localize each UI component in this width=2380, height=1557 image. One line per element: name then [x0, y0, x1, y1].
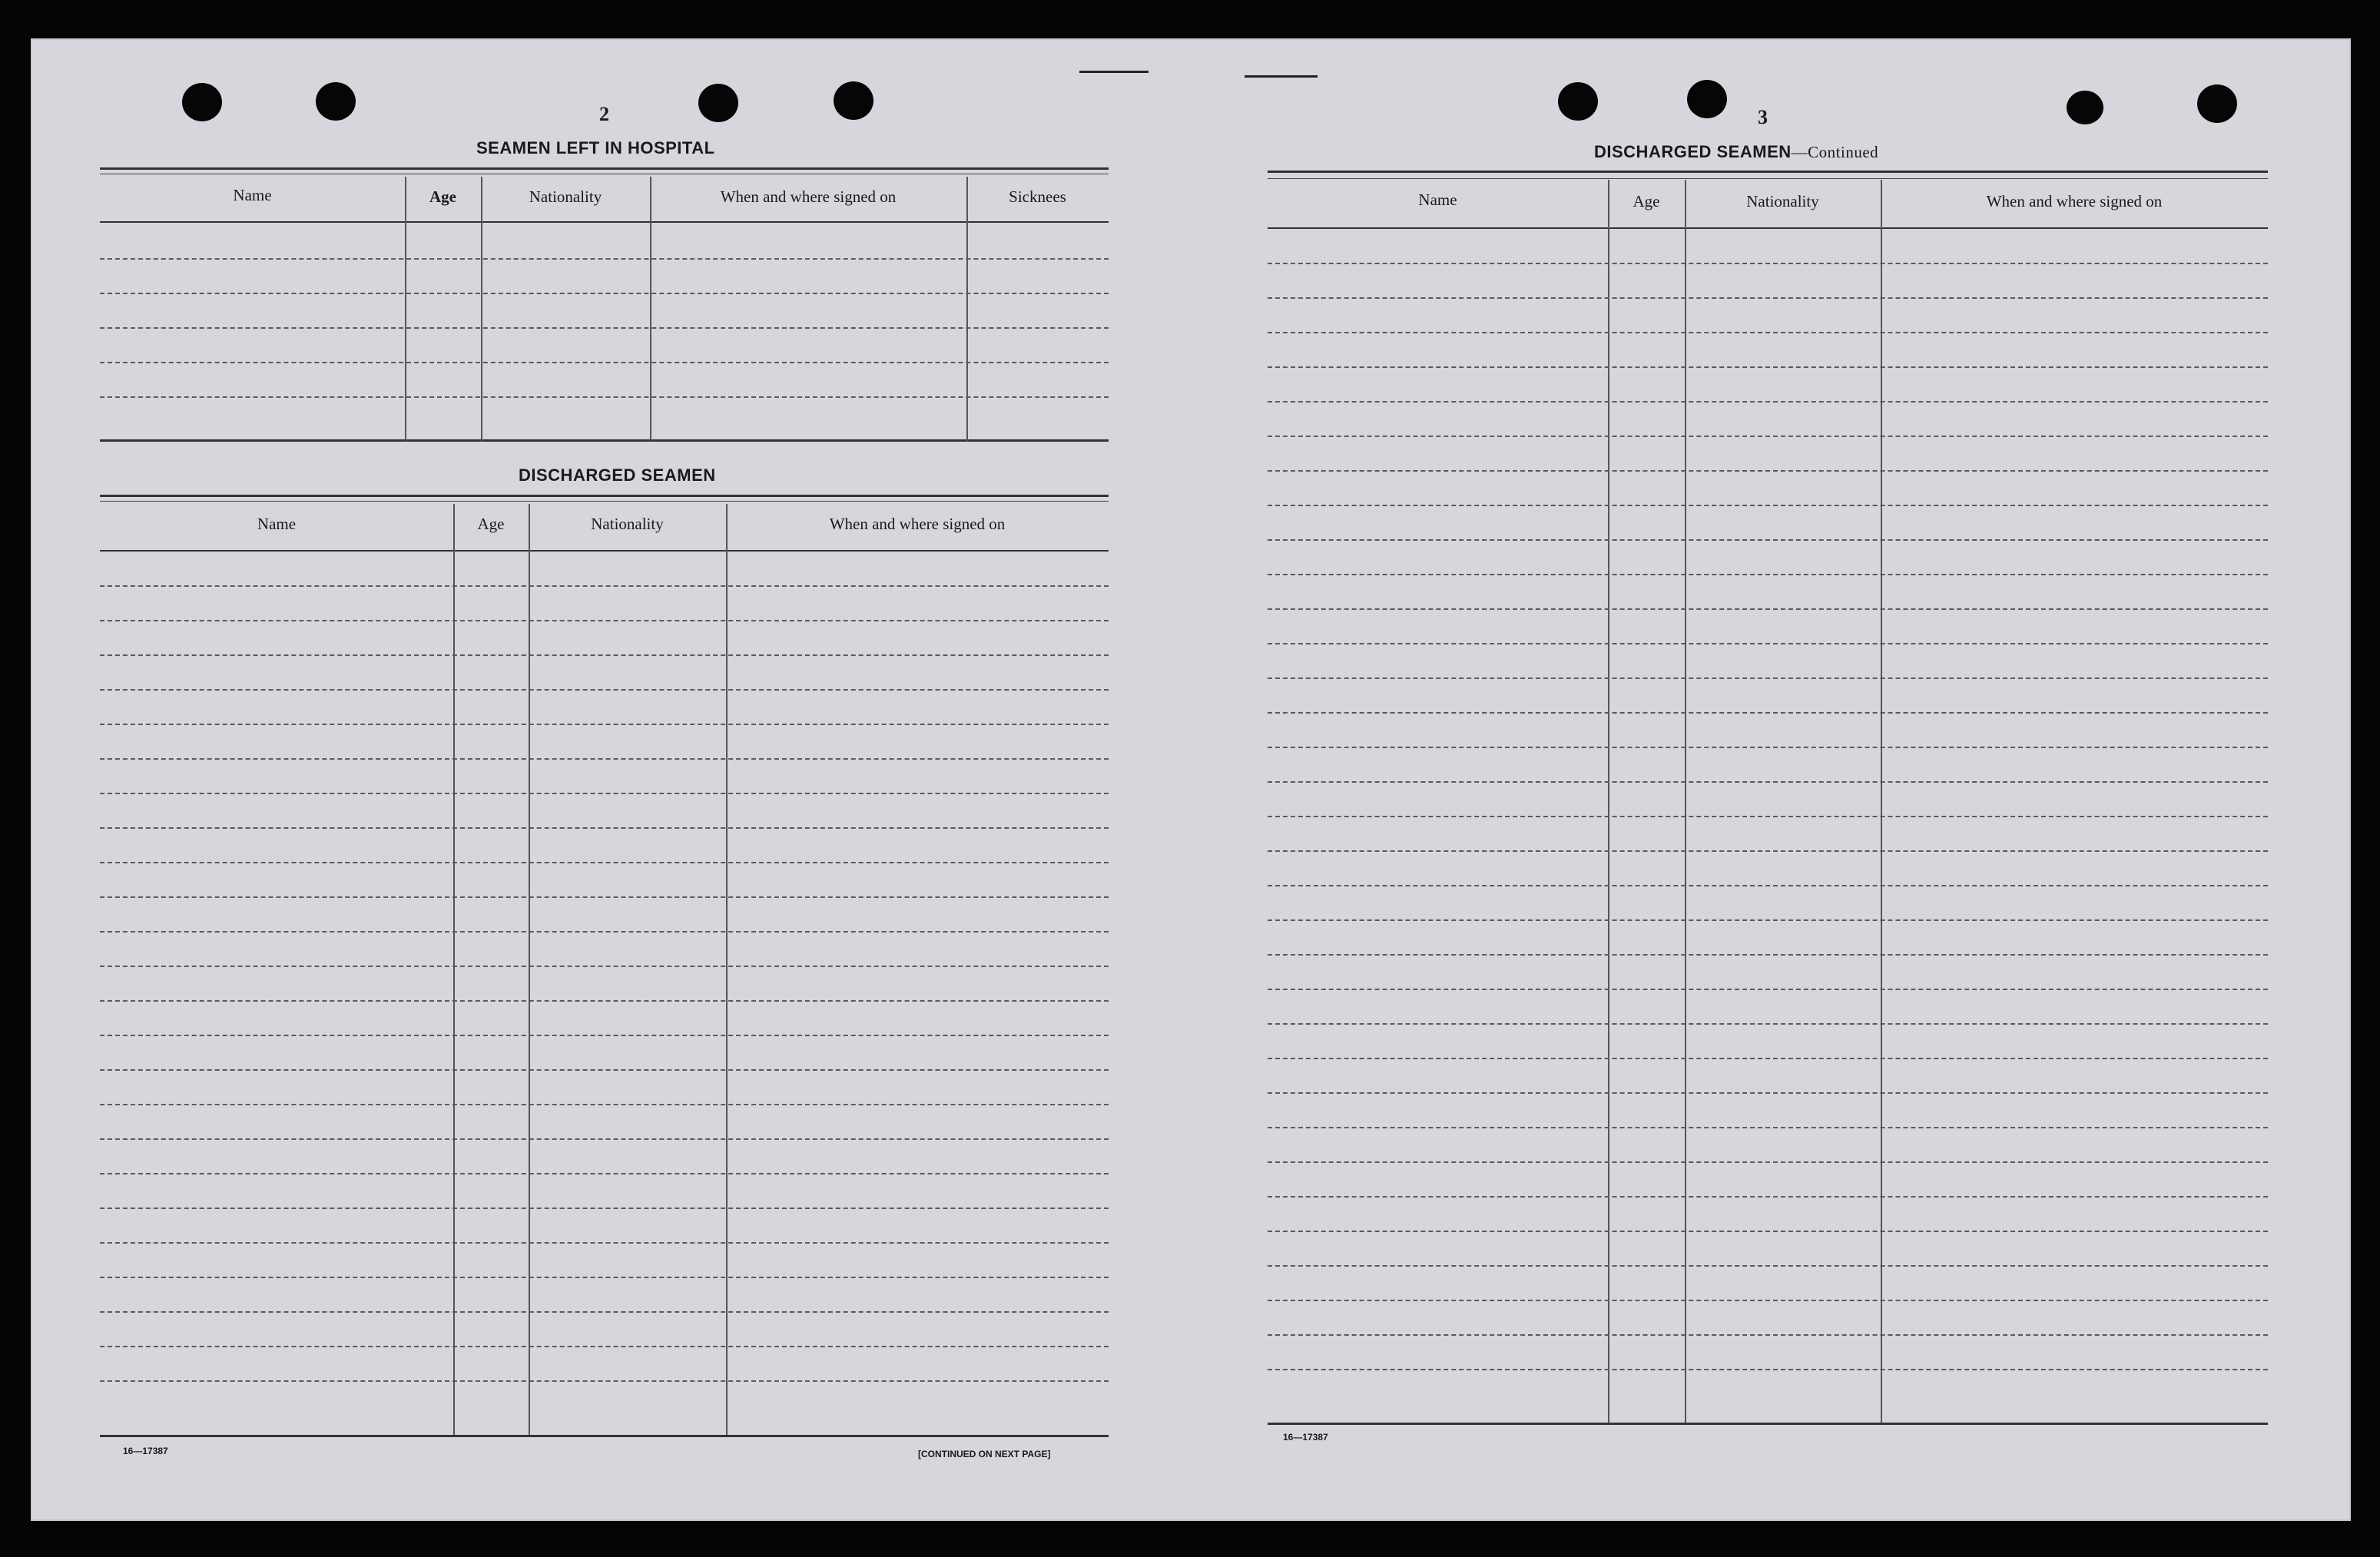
- discharged-continued-title: [1594, 142, 1878, 162]
- hospital-section-title: SEAMEN LEFT IN HOSPITAL: [476, 138, 715, 157]
- discharged-section-title: DISCHARGED SEAMEN: [519, 465, 716, 485]
- column-header-name: Name: [257, 515, 297, 533]
- column-header-nationality: Nationality: [1746, 192, 1819, 210]
- punch-hole: [834, 81, 873, 120]
- column-header-nationality: Nationality: [529, 187, 602, 206]
- ink-smudge: [1079, 71, 1149, 73]
- punch-hole: [2067, 91, 2103, 124]
- column-header-sickness: Sicknees: [1009, 187, 1066, 206]
- hospital-table: [100, 167, 1109, 444]
- punch-hole: [698, 84, 738, 122]
- ink-smudge: [1245, 75, 1318, 78]
- page-number-left: 2: [599, 103, 609, 125]
- column-header-signed-on: When and where signed on: [829, 515, 1006, 533]
- column-header-signed-on: When and where signed on: [720, 187, 897, 206]
- discharged-table-right: [1268, 171, 2268, 1430]
- discharged-table-left: [100, 495, 1109, 1439]
- form-number-right: 16—17387: [1283, 1432, 1328, 1443]
- column-header-age: Age: [1633, 192, 1660, 210]
- column-header-age: Age: [477, 515, 505, 533]
- page-number-right: 3: [1758, 106, 1768, 128]
- column-header-name: Name: [1418, 190, 1457, 209]
- punch-hole: [316, 82, 356, 121]
- continued-suffix: —Continued: [1791, 143, 1879, 161]
- column-header-nationality: Nationality: [591, 515, 664, 533]
- discharged-continued-title-main: DISCHARGED SEAMEN: [1594, 142, 1792, 161]
- punch-hole: [1687, 80, 1727, 118]
- column-header-signed-on: When and where signed on: [1986, 192, 2163, 210]
- column-header-age: Age: [429, 187, 456, 206]
- column-header-name: Name: [233, 186, 272, 204]
- form-number-left: 16—17387: [123, 1446, 168, 1456]
- punch-hole: [1558, 82, 1598, 121]
- punch-hole: [2197, 84, 2237, 123]
- punch-hole: [182, 83, 222, 121]
- continued-note: [CONTINUED ON NEXT PAGE]: [918, 1449, 1051, 1459]
